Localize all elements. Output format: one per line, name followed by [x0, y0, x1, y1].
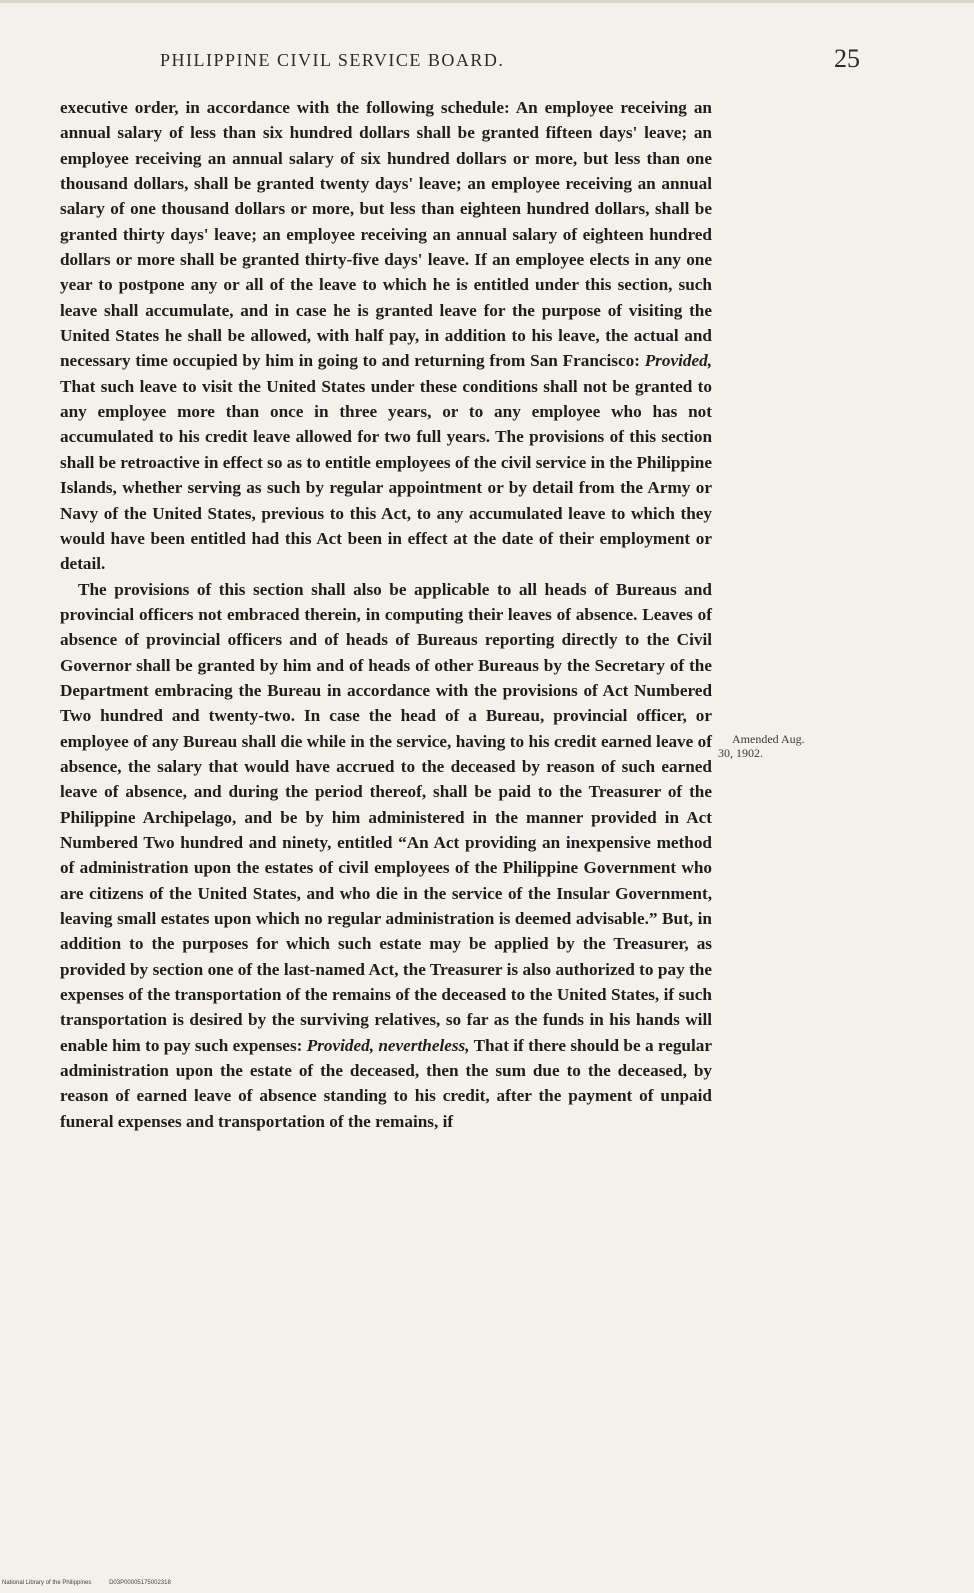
- body-text: [60, 95, 712, 1134]
- scan-code: D03P00005175002318: [109, 1580, 171, 1586]
- page-header: [0, 44, 974, 84]
- paragraph-text: That such leave to visit the United States under these conditions shall not be granted to any employee more than once in three years, or to any employee who has not accumulated to his credit leave allowed for two full years. The provisions of this section shall be retroactive in effect so as to entitle employees of the civil service in the Philippine Islands, whether serving as such by regular appointment or by detail from the Army or Navy of the United States, previous to this Act, to any accumulated leave to which they would have been entitled had this Act been in effect at the date of their employment or detail.: [60, 376, 712, 574]
- library-credit: National Library of the Philippines: [2, 1580, 92, 1586]
- margin-note-line: 30, 1902.: [718, 746, 763, 760]
- proviso-label: Provided, nevertheless,: [306, 1035, 470, 1055]
- paragraph-text: executive order, in accordance with the following schedule: An employee receiving an annual salary of less than six hundred dollars shall be granted fifteen days' leave; an employee receiving an annual salary of six hundred dollars or more, but less than one thousand dollars, shall be granted twenty days' leave; an employee receiving an annual salary of one thousand dollars or more, but less than eighteen hundred dollars, shall be granted thirty days' leave; an employee receiving an annual salary of eighteen hundred dollars or more shall be granted thirty-five days' leave. If an employee elects in any one year to postpone any or all of the leave to which he is entitled under this section, such leave shall accumulate, and in case he is granted leave for the purpose of visiting the United States he shall be allowed, with half pay, in addition to his leave, the actual and necessary time occupied by him in going to and returning from San Francisco:: [60, 98, 712, 371]
- paragraph-leave-schedule: [60, 95, 712, 577]
- paragraph-text: The provisions of this section shall also be applicable to all heads of Bureaus and provincial officers not embraced therein, in computing their leaves of absence. Leaves of absence of provincial officers and of heads of Bureaus reporting directly to the Civil Governor shall be granted by him and of heads of other Bureaus by the Secretary of the Department embracing the Bureau in accordance with the provisions of Act Numbered Two hundred and twenty-two. In case the head of a Bureau, provincial officer, or employee of any Bureau shall die while in the service, having to his credit earned leave of absence, the salary that would have accrued to the deceased by reason of such earned leave of absence, and during the period thereof, shall be paid to the Treasurer of the Philippine Archipelago, and be by him administered in the manner provided in Act Numbered Two hundred and ninety, entitled “An Act providing an inexpensive method of administration upon the estates of civil employees of the Philippine Government who are citizens of the United States, and who die in the service of the Insular Government, leaving small estates upon which no regular administration is deemed advisable.” But, in addition to the purposes for which such estate may be applied by the Treasurer, as provided by section one of the last-named Act, the Treasurer is also authorized to pay the expenses of the transportation of the remains of the deceased to the United States, if such transportation is desired by the surviving relatives, so far as the funds in his hands will enable him to pay such expenses:: [60, 579, 712, 1055]
- margin-note-amended: [718, 732, 868, 760]
- paragraph-bureau-heads: [60, 577, 712, 1135]
- margin-note-line: Amended Aug.: [732, 732, 805, 746]
- paragraph-text: That if there should be a regular administration upon the estate of the deceased, then the sum due to the deceased, by reason of earned leave of absence standing to his credit, after the payment of unpaid funeral expenses and transportation of the remains, if: [60, 1035, 712, 1131]
- scan-credit: [2, 1580, 187, 1586]
- proviso-label: Provided,: [644, 351, 712, 371]
- scan-edge: [0, 0, 974, 3]
- page-number: 25: [834, 44, 860, 73]
- running-head: PHILIPPINE CIVIL SERVICE BOARD.: [160, 50, 505, 70]
